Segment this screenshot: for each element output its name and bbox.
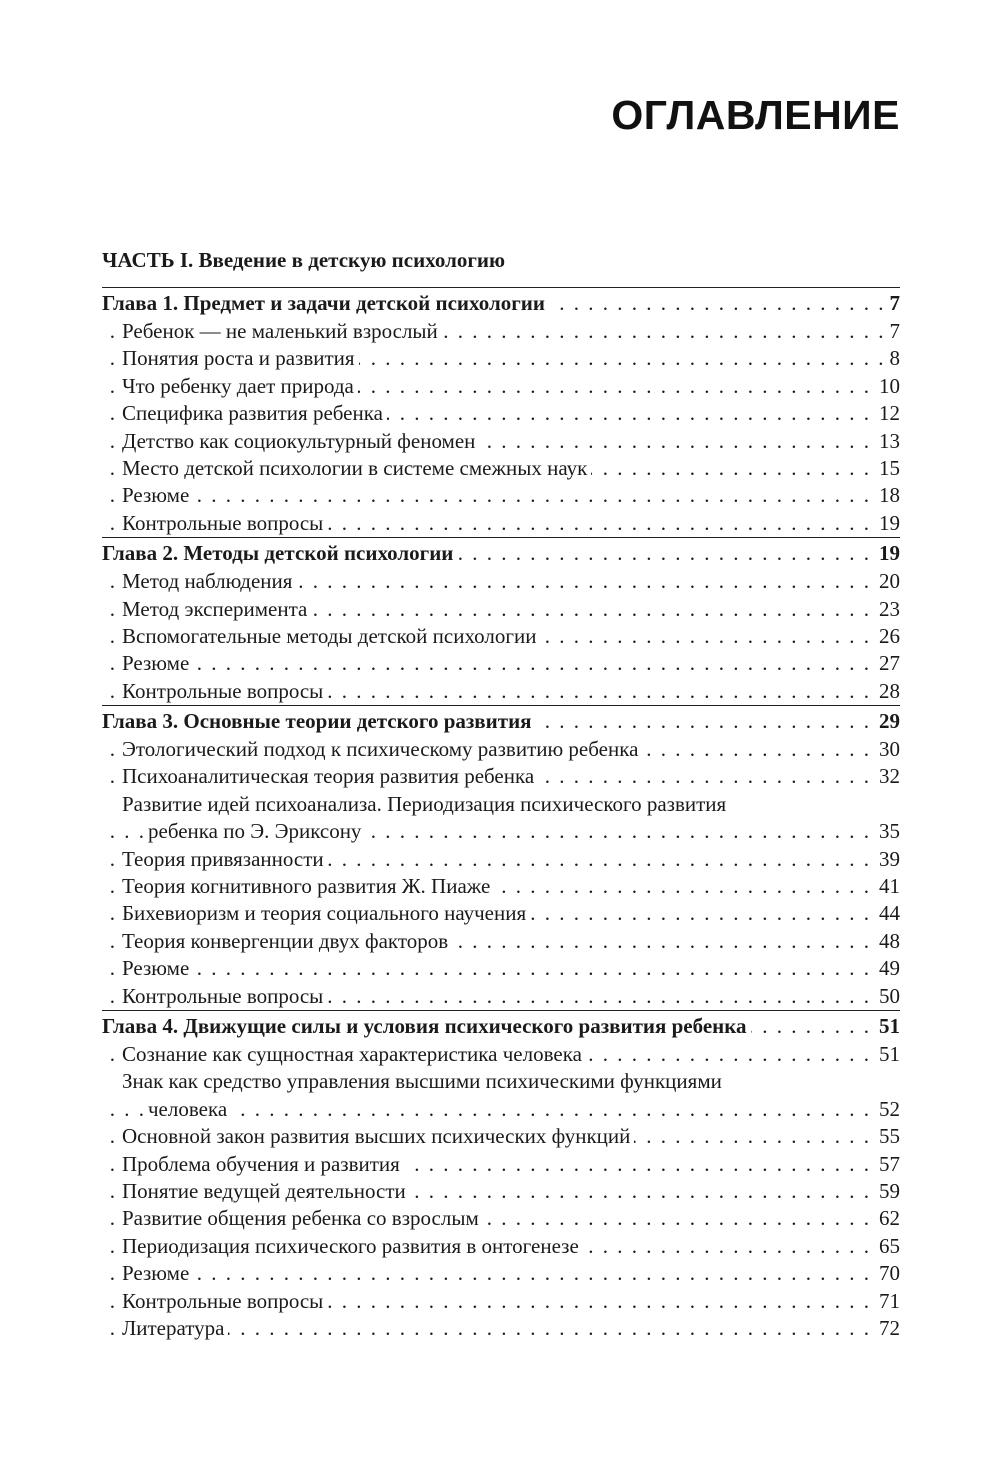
- toc-section-entry-page-number: 50: [876, 983, 900, 1010]
- toc-section-entry[interactable]: [102, 928, 900, 955]
- toc-section-entry[interactable]: [102, 1151, 900, 1178]
- toc-section-entry-title: Контрольные вопросы: [122, 1289, 327, 1313]
- toc-section-entry[interactable]: [102, 1233, 900, 1260]
- toc-section-entry[interactable]: [102, 596, 900, 623]
- toc-section-entry-title: Теория когнитивного развития Ж. Пиаже: [122, 874, 494, 898]
- toc-section-entry[interactable]: [102, 1123, 900, 1150]
- toc-section-entry-page-number: 30: [876, 736, 900, 763]
- toc-chapter: [102, 287, 900, 537]
- toc-chapter-entry-title: Глава 3. Основные теории детского развития: [102, 709, 536, 733]
- toc-chapter-entry-title: Глава 1. Предмет и задачи детской психологии: [102, 291, 549, 315]
- toc-section-entry[interactable]: [102, 900, 900, 927]
- toc-section-entry[interactable]: [102, 955, 900, 982]
- toc-section-entry[interactable]: [102, 568, 900, 595]
- toc-chapters: [102, 287, 900, 1342]
- toc-section-entry-page-number: 18: [876, 482, 900, 509]
- toc-section-entry[interactable]: [102, 623, 900, 650]
- toc-section-entry-page-number: 32: [876, 763, 900, 790]
- toc-section-entry-title: Проблема обучения и развития: [122, 1152, 404, 1176]
- toc-section-entry-title: Что ребенку дает природа: [122, 374, 358, 398]
- toc-section-entry-page-number: 20: [876, 568, 900, 595]
- toc-chapter-entry-title: Глава 2. Методы детской психологии: [102, 541, 457, 565]
- toc-section-entry-page-number: 71: [876, 1288, 900, 1315]
- toc-section-entry-page-number: 39: [876, 846, 900, 873]
- toc-section-entry-page-number: 19: [876, 510, 900, 537]
- toc-section-entry-title: Развитие идей психоанализа. Периодизация психического развития: [122, 792, 730, 816]
- toc-chapter-entry[interactable]: [102, 706, 900, 736]
- toc-section-entry-page-number: 27: [876, 650, 900, 677]
- toc-section-entry[interactable]: [102, 400, 900, 427]
- toc-section-entry-title: Бихевиоризм и теория социального научения: [122, 901, 530, 925]
- toc-section-entry-title: Вспомогательные методы детской психологии: [122, 624, 540, 648]
- toc-section-entry-page-number: 13: [876, 428, 900, 455]
- toc-section-entry-title: Резюме: [122, 956, 193, 980]
- toc-section-entry-page-number: 51: [876, 1041, 900, 1068]
- toc-section-entry-title: Место детской психологии в системе смежных наук: [122, 456, 591, 480]
- toc-section-entry-continued-page-number: 35: [876, 818, 900, 845]
- toc-section-entry[interactable]: [102, 791, 900, 818]
- toc-section-entry[interactable]: [102, 1260, 900, 1287]
- toc-section-entry-title: Ребенок — не маленький взрослый: [122, 319, 442, 343]
- toc-section-entry-title: Понятия роста и развития: [122, 346, 359, 370]
- toc-section-entry-continued-page-number: 52: [876, 1096, 900, 1123]
- toc-section-entry-page-number: 59: [876, 1178, 900, 1205]
- toc-chapter: [102, 705, 900, 1010]
- toc-chapter: [102, 1010, 900, 1342]
- part-heading: ЧАСТЬ I. Введение в детскую психологию: [102, 248, 506, 272]
- toc-section-entry[interactable]: [102, 373, 900, 400]
- toc-section-entry-page-number: 70: [876, 1260, 900, 1287]
- toc-section-entry-title: Резюме: [122, 483, 193, 507]
- toc-chapter-entry[interactable]: [102, 1011, 900, 1041]
- toc-chapter-entry-page-number: 19: [876, 538, 900, 568]
- toc-chapter-entry-page-number: 51: [876, 1011, 900, 1041]
- toc-section-entry-title: Детство как социокультурный феномен: [122, 429, 479, 453]
- toc-section-entry-title: Основной закон развития высших психических функций: [122, 1124, 634, 1148]
- toc-section-entry-page-number: 41: [876, 873, 900, 900]
- toc-section-entry-page-number: 57: [876, 1151, 900, 1178]
- page-title: ОГЛАВЛЕНИЕ: [611, 92, 900, 138]
- toc-section-entry[interactable]: [102, 510, 900, 537]
- toc-section-entry-page-number: 10: [876, 373, 900, 400]
- toc-section-entry-title: Этологический подход к психическому развитию ребенка: [122, 737, 642, 761]
- toc-section-entry[interactable]: [102, 1041, 900, 1068]
- toc-section-entry-title: Контрольные вопросы: [122, 984, 327, 1008]
- toc-section-entry-title: Контрольные вопросы: [122, 511, 327, 535]
- toc-chapter-entry[interactable]: [102, 538, 900, 568]
- toc-section-entry-page-number: 7: [887, 318, 901, 345]
- toc-section-entry-title: Развитие общения ребенка со взрослым: [122, 1206, 483, 1230]
- toc-section-entry-page-number: 55: [876, 1123, 900, 1150]
- toc-section-entry[interactable]: [102, 873, 900, 900]
- toc-section-entry[interactable]: [102, 678, 900, 705]
- table-of-contents: [102, 243, 900, 1342]
- toc-section-entry[interactable]: [102, 428, 900, 455]
- toc-section-entry-page-number: 72: [876, 1315, 900, 1342]
- toc-section-entry-page-number: 26: [876, 623, 900, 650]
- toc-section-entry-title: Резюме: [122, 651, 193, 675]
- toc-section-entry[interactable]: [102, 1178, 900, 1205]
- toc-section-entry-page-number: 12: [876, 400, 900, 427]
- toc-section-entry-title: Знак как средство управления высшими психическими функциями: [122, 1069, 726, 1093]
- toc-section-entry-title: Понятие ведущей деятельности: [122, 1179, 410, 1203]
- toc-section-entry-continued[interactable]: [102, 1096, 900, 1123]
- toc-section-entry[interactable]: [102, 763, 900, 790]
- toc-chapter-entry[interactable]: [102, 288, 900, 318]
- toc-section-entry-title: Метод эксперимента: [122, 597, 311, 621]
- toc-section-entry-title: Специфика развития ребенка: [122, 401, 387, 425]
- toc-section-entry-title: Периодизация психического развития в онтогенезе: [122, 1234, 583, 1258]
- toc-section-entry[interactable]: [102, 846, 900, 873]
- toc-section-entry-title: Резюме: [122, 1261, 193, 1285]
- toc-chapter-entry-title: Глава 4. Движущие силы и условия психического развития ребенка: [102, 1014, 751, 1038]
- toc-section-entry-page-number: 62: [876, 1205, 900, 1232]
- toc-section-entry-page-number: 44: [876, 900, 900, 927]
- toc-section-entry-page-number: 65: [876, 1233, 900, 1260]
- toc-section-entry-title: Литература: [122, 1316, 228, 1340]
- toc-section-entry-title: Сознание как сущностная характеристика человека: [122, 1042, 586, 1066]
- toc-section-entry-title: Теория конвергенции двух факторов: [122, 929, 452, 953]
- toc-section-entry-title: Контрольные вопросы: [122, 679, 327, 703]
- toc-section-entry[interactable]: [102, 1315, 900, 1342]
- toc-section-entry-continued-title: человека: [148, 1097, 231, 1121]
- toc-section-entry-title: Теория привязанности: [122, 847, 328, 871]
- toc-section-entry[interactable]: [102, 1288, 900, 1315]
- toc-section-entry[interactable]: [102, 345, 900, 372]
- toc-section-entry[interactable]: [102, 318, 900, 345]
- toc-section-entry[interactable]: [102, 983, 900, 1010]
- toc-chapter: [102, 537, 900, 705]
- toc-section-entry[interactable]: [102, 736, 900, 763]
- toc-section-entry-title: Психоаналитическая теория развития ребенка: [122, 764, 538, 788]
- toc-section-entry[interactable]: [102, 1205, 900, 1232]
- toc-section-entry-page-number: 49: [876, 955, 900, 982]
- toc-section-entry-page-number: 48: [876, 928, 900, 955]
- toc-section-entry-page-number: 23: [876, 596, 900, 623]
- toc-chapter-entry-page-number: 7: [887, 288, 901, 318]
- toc-section-entry-continued[interactable]: [102, 818, 900, 845]
- toc-section-entry[interactable]: [102, 650, 900, 677]
- toc-section-entry-page-number: 15: [876, 455, 900, 482]
- toc-section-entry-title: Метод наблюдения: [122, 569, 296, 593]
- toc-section-entry[interactable]: [102, 482, 900, 509]
- toc-section-entry-page-number: 28: [876, 678, 900, 705]
- toc-chapter-entry-page-number: 29: [876, 706, 900, 736]
- toc-section-entry-continued-title: ребенка по Э. Эриксону: [148, 819, 365, 843]
- toc-section-entry[interactable]: [102, 1068, 900, 1095]
- toc-section-entry-page-number: 8: [887, 345, 901, 372]
- toc-section-entry[interactable]: [102, 455, 900, 482]
